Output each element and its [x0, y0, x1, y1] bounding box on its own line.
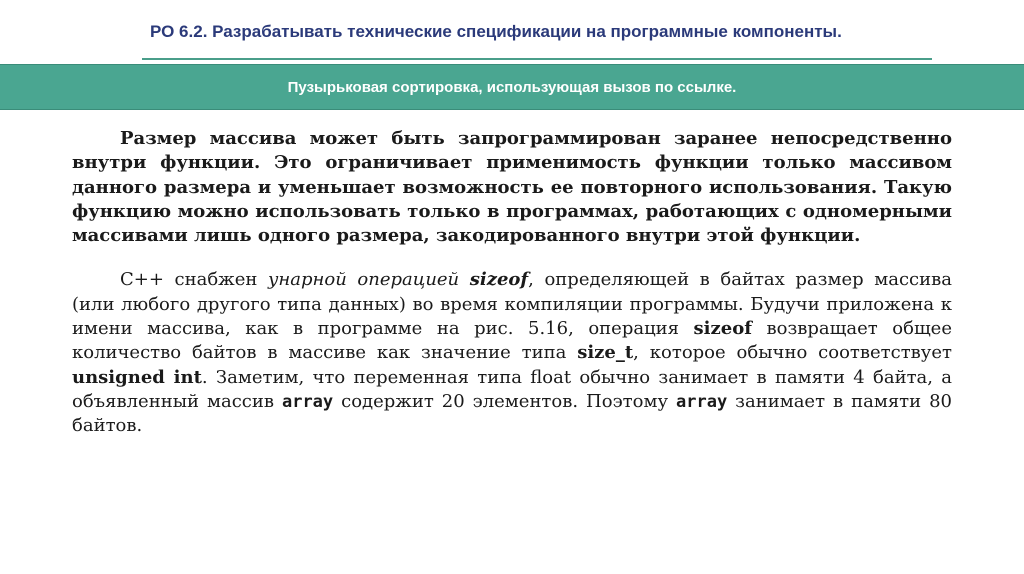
- italic-term: унарной операцией: [267, 269, 470, 291]
- text-run: , определяющей в байтах размер массива (или любого другого типа данных) во время компиляции программы. Будучи приложена к имени массива, как в программе на рис. 5.16, операция: [72, 269, 952, 340]
- keyword: unsigned int: [72, 366, 202, 388]
- italic-keyword: sizeof: [469, 269, 529, 291]
- slide-body: [72, 127, 952, 439]
- text-run: обычно занимает в памяти 4 байта, а объявленный массив: [72, 366, 952, 412]
- text-run: C++ снабжен: [120, 269, 268, 291]
- paragraph-sizeof: [72, 268, 952, 438]
- text-run: , которое обычно соответствует: [633, 342, 952, 364]
- text-run: содержит 20 элементов. Поэтому: [333, 390, 677, 412]
- keyword: sizeof: [693, 318, 752, 340]
- text-run: занимает в памяти 80 байтов.: [72, 390, 952, 437]
- subtitle-text: Пузырьковая сортировка, использующая вызов по ссылке.: [287, 79, 737, 96]
- text-run: возвращает общее количество байтов в массиве как значение типа: [72, 318, 952, 364]
- paragraph-array-size: Размер массива может быть запрограммирован заранее непосредственно внутри функции. Это ограничивает применимость функции только массивом данного размера и уменьшает возможность ее повторного использования. Такую функцию можно использовать только в программах, работающих с одномерными массивами лишь одного размера, закодированного внутри этой функции.: [72, 128, 952, 247]
- title-divider: [142, 58, 932, 60]
- page-title: РО 6.2. Разрабатывать технические спецификации на программные компоненты.: [150, 22, 842, 41]
- code-term: float: [530, 366, 572, 388]
- text-run: . Заметим, что переменная типа: [201, 366, 531, 388]
- keyword: size_t: [577, 342, 634, 364]
- subtitle-banner: [0, 64, 1024, 110]
- code-keyword: array: [676, 391, 728, 412]
- code-keyword: array: [281, 391, 334, 412]
